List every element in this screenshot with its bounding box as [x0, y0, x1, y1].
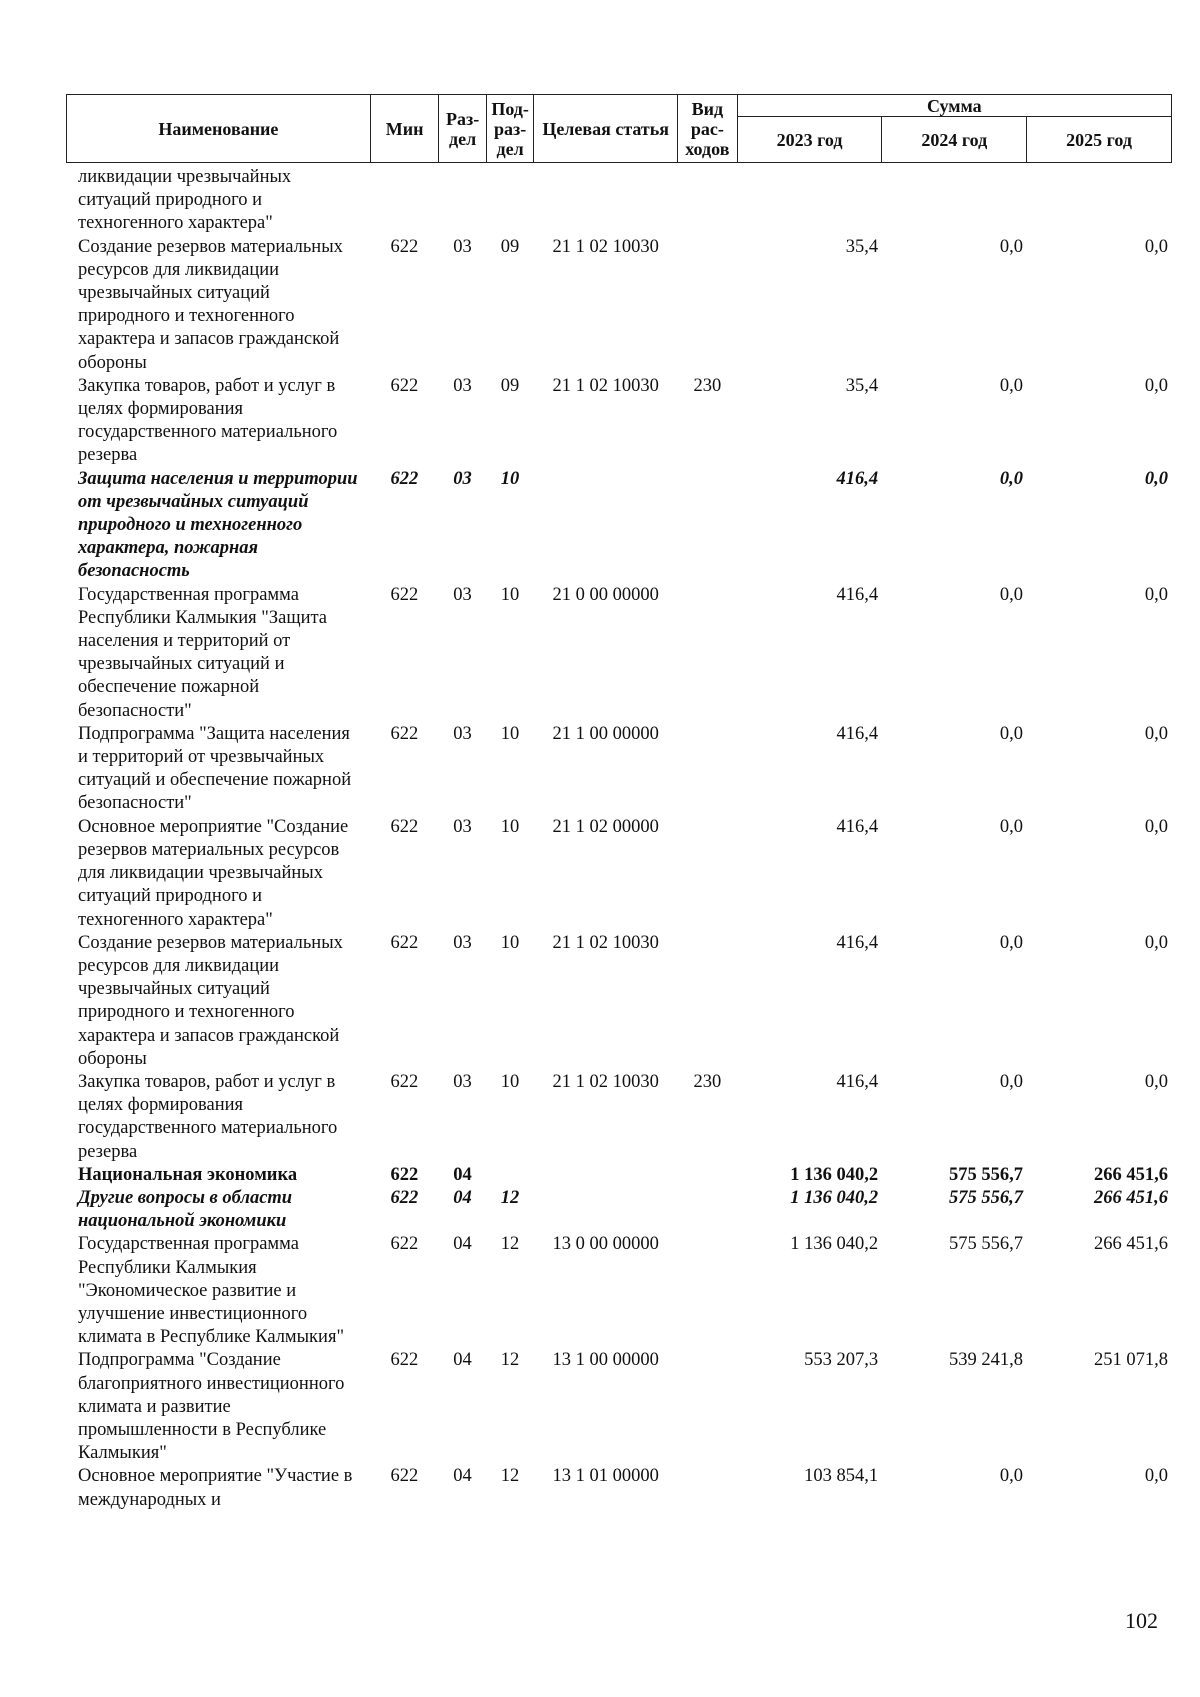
cell-razdel: 04: [453, 1234, 472, 1255]
cell-2023: 416,4: [836, 816, 879, 837]
cell-vid: [678, 236, 738, 375]
cell-razdel: 03: [453, 816, 472, 837]
table-row: [66, 236, 1172, 375]
cell-2025: 266 451,6: [1094, 1187, 1168, 1208]
cell-vid: [678, 1187, 738, 1233]
cell-vid: 230: [693, 375, 722, 396]
cell-min: 622: [390, 468, 419, 489]
cell-2025: 266 451,6: [1094, 1164, 1168, 1185]
cell-statya: [534, 468, 678, 584]
cell-podrazdel: [486, 166, 534, 236]
cell-2025: 0,0: [1144, 932, 1168, 953]
cell-razdel: 03: [453, 723, 472, 744]
cell-min: 622: [390, 1350, 419, 1371]
table-row: [66, 1349, 1172, 1465]
header-summa: Сумма: [737, 95, 1171, 117]
cell-name: Закупка товаров, работ и услуг в целях формирования государственного материального резерва: [78, 1071, 338, 1162]
table-row: [66, 1164, 1172, 1187]
cell-2024: 539 241,8: [949, 1350, 1024, 1371]
cell-vid: [678, 1349, 738, 1465]
cell-podrazdel: 09: [500, 375, 520, 396]
cell-name: Подпрограмма "Защита населения и территорий от чрезвычайных ситуаций и обеспечение пожарной безопасности": [78, 723, 352, 814]
cell-min: [370, 166, 439, 236]
cell-2023: 416,4: [836, 1071, 879, 1092]
cell-2024: 0,0: [999, 932, 1024, 953]
cell-min: 622: [390, 1071, 419, 1092]
cell-min: 622: [390, 1234, 419, 1255]
table-row: [66, 723, 1172, 816]
cell-min: 622: [390, 816, 419, 837]
cell-vid: [678, 166, 738, 236]
table-row: [66, 816, 1172, 932]
cell-2025: 0,0: [1144, 723, 1168, 744]
cell-podrazdel: 09: [500, 236, 520, 257]
header-vid: Вид рас-ходов: [678, 95, 738, 163]
cell-razdel: 04: [453, 1466, 472, 1487]
cell-2025: 0,0: [1144, 468, 1168, 489]
cell-podrazdel: 10: [500, 1071, 520, 1092]
header-2023: 2023 год: [737, 117, 882, 163]
header-2025: 2025 год: [1027, 117, 1172, 163]
cell-2024: 0,0: [999, 236, 1024, 257]
cell-razdel: [439, 166, 487, 236]
cell-name: Другие вопросы в области национальной экономики: [78, 1187, 293, 1232]
cell-2024: 0,0: [999, 816, 1024, 837]
cell-statya: [534, 1164, 678, 1187]
cell-vid: [678, 932, 738, 1071]
table-row: [66, 1187, 1172, 1233]
cell-2025: 0,0: [1144, 375, 1168, 396]
header-name: Наименование: [67, 95, 371, 163]
cell-2025: 266 451,6: [1094, 1234, 1168, 1255]
cell-name: Подпрограмма "Создание благоприятного инвестиционного климата и развитие промышленности в Республике Калмыкия": [78, 1350, 345, 1464]
cell-vid: [678, 723, 738, 816]
cell-podrazdel: [486, 1164, 534, 1187]
cell-razdel: 04: [453, 1187, 472, 1208]
cell-statya: 13 0 00 00000: [552, 1234, 659, 1255]
cell-2023: 35,4: [845, 236, 879, 257]
cell-name: Основное мероприятие "Участие в международных и: [78, 1466, 353, 1510]
cell-statya: 21 1 02 10030: [552, 236, 659, 257]
cell-name: Государственная программа Республики Калмыкия "Экономическое развитие и улучшение инвестиционного климата в Республике Калмыкия": [78, 1234, 345, 1348]
cell-min: 622: [390, 584, 419, 605]
header-min: Мин: [370, 95, 439, 163]
table-row: [66, 1233, 1172, 1349]
cell-2024: [882, 166, 1027, 236]
cell-podrazdel: 10: [500, 723, 520, 744]
cell-statya: 21 1 02 10030: [552, 932, 659, 953]
cell-2024: 0,0: [999, 723, 1024, 744]
cell-2024: 575 556,7: [949, 1234, 1024, 1255]
table-row: [66, 1465, 1172, 1511]
cell-podrazdel: 12: [500, 1234, 520, 1255]
cell-podrazdel: 12: [500, 1466, 520, 1487]
cell-2023: 416,4: [836, 932, 879, 953]
cell-vid: [678, 816, 738, 932]
cell-2024: 0,0: [999, 375, 1024, 396]
cell-2023: 103 854,1: [804, 1466, 879, 1487]
cell-vid: [678, 1233, 738, 1349]
cell-min: 622: [390, 1187, 419, 1208]
cell-2023: 1 136 040,2: [790, 1164, 879, 1185]
budget-table: [66, 166, 1172, 1512]
cell-razdel: 03: [453, 375, 472, 396]
cell-razdel: 03: [453, 932, 472, 953]
cell-min: 622: [390, 1466, 419, 1487]
cell-2023: 1 136 040,2: [790, 1234, 879, 1255]
cell-name: ликвидации чрезвычайных ситуаций природного и техногенного характера": [78, 167, 292, 234]
cell-podrazdel: 12: [500, 1187, 520, 1208]
cell-name: Создание резервов материальных ресурсов для ликвидации чрезвычайных ситуаций природного и техногенного характера и запасов гражданской обороны: [78, 932, 343, 1069]
cell-min: 622: [390, 1164, 419, 1185]
cell-statya: 21 1 02 00000: [552, 816, 659, 837]
cell-2023: [737, 166, 882, 236]
cell-statya: 21 1 00 00000: [552, 723, 659, 744]
cell-min: 622: [390, 236, 419, 257]
header-statya: Целевая статья: [534, 95, 678, 163]
cell-2025: 0,0: [1144, 816, 1168, 837]
cell-2025: 251 071,8: [1094, 1350, 1168, 1371]
page-number: 102: [1125, 1608, 1158, 1633]
cell-2024: 575 556,7: [949, 1187, 1024, 1208]
cell-razdel: 03: [453, 1071, 472, 1092]
cell-statya: 21 1 02 10030: [552, 375, 659, 396]
cell-podrazdel: 10: [500, 816, 520, 837]
cell-2025: 0,0: [1144, 236, 1168, 257]
cell-name: Защита населения и территории от чрезвычайных ситуаций природного и техногенного характера, пожарная безопасность: [78, 468, 358, 582]
cell-vid: [678, 584, 738, 723]
table-row: [66, 1071, 1172, 1164]
table-row: [66, 932, 1172, 1071]
cell-statya: 13 1 00 00000: [552, 1350, 659, 1371]
cell-name: Закупка товаров, работ и услуг в целях формирования государственного материального резерва: [78, 375, 338, 466]
table-row: [66, 468, 1172, 584]
cell-2023: 416,4: [836, 584, 879, 605]
cell-razdel: 03: [453, 584, 472, 605]
cell-razdel: 04: [453, 1164, 472, 1185]
cell-name: Государственная программа Республики Калмыкия "Защита населения и территорий от чрезвычайных ситуаций и обеспечение пожарной безопасности": [78, 584, 327, 721]
cell-2024: 0,0: [999, 1466, 1024, 1487]
cell-razdel: 03: [453, 468, 472, 489]
table-row: [66, 166, 1172, 236]
cell-vid: [678, 1465, 738, 1511]
cell-statya: [534, 166, 678, 236]
cell-statya: 21 0 00 00000: [552, 584, 659, 605]
cell-min: 622: [390, 932, 419, 953]
cell-2023: 416,4: [836, 468, 879, 489]
cell-statya: [534, 1187, 678, 1233]
cell-min: 622: [390, 375, 419, 396]
cell-2024: 0,0: [999, 468, 1024, 489]
cell-vid: [678, 1164, 738, 1187]
cell-name: Национальная экономика: [78, 1164, 298, 1185]
cell-vid: 230: [693, 1071, 722, 1092]
cell-2025: [1027, 166, 1172, 236]
cell-razdel: 04: [453, 1350, 472, 1371]
table-header: [66, 94, 1172, 163]
table-row: [66, 375, 1172, 468]
cell-2023: 553 207,3: [804, 1350, 879, 1371]
cell-vid: [678, 468, 738, 584]
cell-razdel: 03: [453, 236, 472, 257]
cell-2025: 0,0: [1144, 1071, 1168, 1092]
cell-podrazdel: 10: [500, 932, 520, 953]
cell-statya: 21 1 02 10030: [552, 1071, 659, 1092]
cell-2024: 575 556,7: [949, 1164, 1024, 1185]
header-2024: 2024 год: [882, 117, 1027, 163]
cell-2025: 0,0: [1144, 1466, 1168, 1487]
cell-min: 622: [390, 723, 419, 744]
cell-2023: 416,4: [836, 723, 879, 744]
cell-2025: 0,0: [1144, 584, 1168, 605]
cell-podrazdel: 12: [500, 1350, 520, 1371]
cell-2024: 0,0: [999, 1071, 1024, 1092]
table-row: [66, 584, 1172, 723]
cell-2024: 0,0: [999, 584, 1024, 605]
header-podrazdel: Под-раз-дел: [486, 95, 534, 163]
cell-2023: 35,4: [845, 375, 879, 396]
cell-name: Создание резервов материальных ресурсов для ликвидации чрезвычайных ситуаций природного и техногенного характера и запасов гражданской обороны: [78, 236, 343, 373]
cell-podrazdel: 10: [500, 468, 520, 489]
cell-podrazdel: 10: [500, 584, 520, 605]
cell-name: Основное мероприятие "Создание резервов материальных ресурсов для ликвидации чрезвычайных ситуаций природного и техногенного характера": [78, 816, 349, 930]
cell-2023: 1 136 040,2: [790, 1187, 879, 1208]
cell-statya: 13 1 01 00000: [552, 1466, 659, 1487]
header-razdel: Раз-дел: [439, 95, 487, 163]
